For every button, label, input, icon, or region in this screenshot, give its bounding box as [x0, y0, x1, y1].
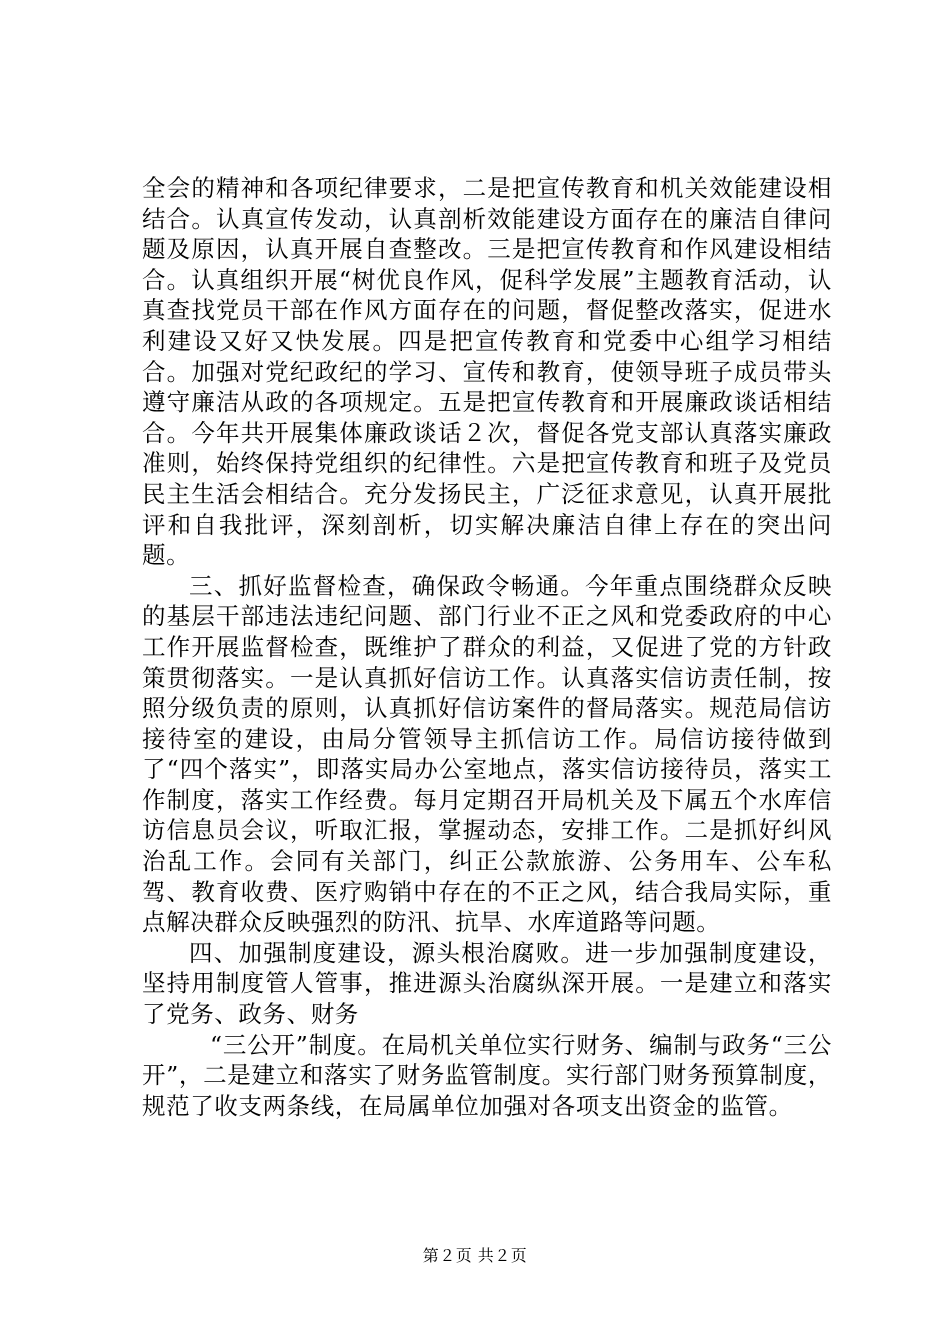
- paragraph-continued: 全会的精神和各项纪律要求，二是把宣传教育和机关效能建设相结合。认真宣传发动，认真剖析效能建设方面存在的廉洁自律问题及原因，认真开展自查整改。三是把宣传教育和作风建设相结合。认真组织开展“树优良作风，促科学发展”主题教育活动，认真查找党员干部在作风方面存在的问题，督促整改落实，促进水利建设又好又快发展。四是把宣传教育和党委中心组学习相结合。加强对党纪政纪的学习、宣传和教育，使领导班子成员带头遵守廉洁从政的各项规定。五是把宣传教育和开展廉政谈话相结合。今年共开展集体廉政谈话２次，督促各党支部认真落实廉政准则，始终保持党组织的纪律性。六是把宣传教育和班子及党员民主生活会相结合。充分发扬民主，广泛征求意见，认真开展批评和自我批评，深刻剖析，切实解决廉洁自律上存在的突出问题。: [142, 174, 832, 570]
- document-body: [142, 173, 832, 1121]
- paragraph-section-3: 三、抓好监督检查，确保政令畅通。今年重点围绕群众反映的基层干部违法违纪问题、部门行业不正之风和党委政府的中心工作开展监督检查，既维护了群众的利益，又促进了党的方针政策贯彻落实。一是认真抓好信访工作。认真落实信访责任制，按照分级负责的原则，认真抓好信访案件的督局落实。规范局信访接待室的建设，由局分管领导主抓信访工作。局信访接待做到了“四个落实”，即落实局办公室地点，落实信访接待员，落实工作制度，落实工作经费。每月定期召开局机关及下属五个水库信访信息员会议，听取汇报，掌握动态，安排工作。二是抓好纠风治乱工作。会同有关部门，纠正公款旅游、公务用车、公车私驾、教育收费、医疗购销中存在的不正之风，结合我局实际，重点解决群众反映强烈的防汛、抗旱、水库道路等问题。: [142, 571, 832, 937]
- page-footer: [0, 1246, 950, 1266]
- page-number-label: 第２页 共２页: [422, 1246, 528, 1265]
- paragraph-section-4: 四、加强制度建设，源头根治腐败。进一步加强制度建设，坚持用制度管人管事，推进源头治腐纵深开展。一是建立和落实了党务、政务、财务: [142, 938, 832, 1029]
- paragraph-section-4-continued: “三公开”制度。在局机关单位实行财务、编制与政务“三公开”，二是建立和落实了财务监管制度。实行部门财务预算制度，规范了收支两条线，在局属单位加强对各项支出资金的监管。: [142, 1030, 832, 1120]
